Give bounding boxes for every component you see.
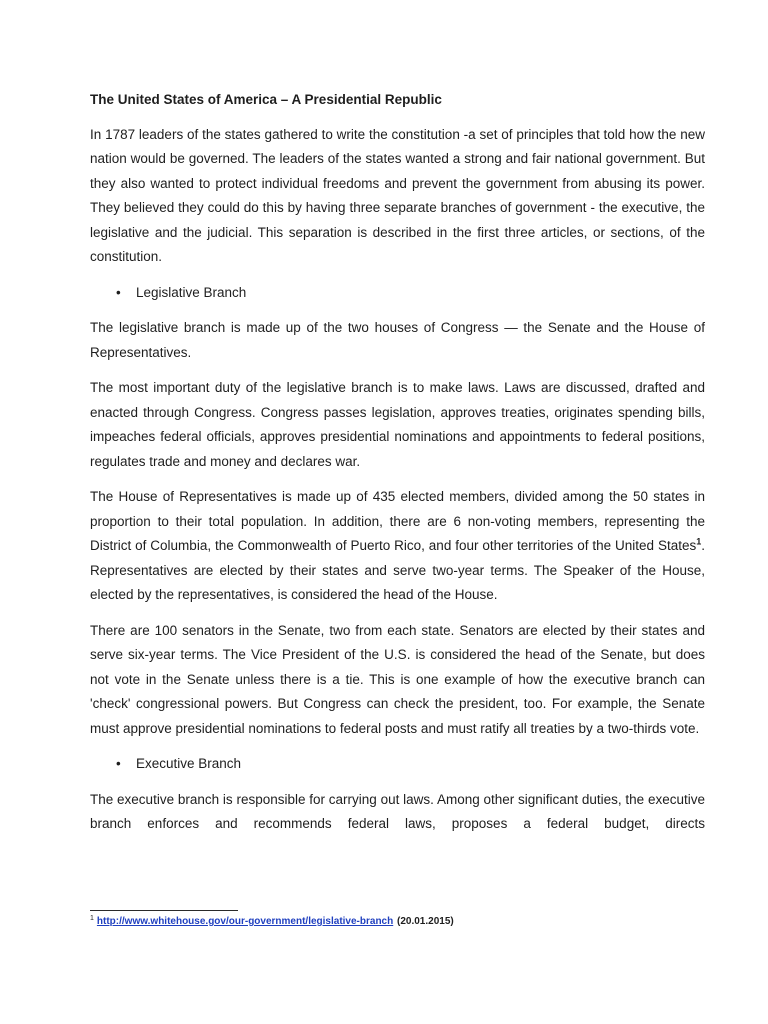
footnote-link[interactable]: http://www.whitehouse.gov/our-government/legislative-branch [96,916,394,927]
bullet-item-executive-branch [90,752,705,777]
paragraph-legislative-houses: The legislative branch is made up of the two houses of Congress — the Senate and the House of Representatives. [90,320,705,360]
bullet-item-legislative-branch [90,281,705,306]
footnote-date: (20.01.2015) [397,916,454,927]
document-title: The United States of America – A Presidential Republic [90,92,442,107]
paragraph-house-text-before-ref: The House of Representatives is made up of 435 elected members, divided among the 50 states in proportion to their total population. In addition, there are 6 non-voting members, representing the District of Columbia, the Commonwealth of Puerto Rico, and four other territories of the United States [90,489,705,553]
bullet-marker: • [116,756,121,771]
document-body [90,88,705,848]
paragraph-legislative-duties: The most important duty of the legislative branch is to make laws. Laws are discussed, drafted and enacted through Congress. Congress passes legislation, approves treaties, originates spending bills, impeaches federal officials, approves presidential nominations and appointments to federal positions, regulates trade and money and declares war. [90,380,705,469]
paragraph-executive: The executive branch is responsible for carrying out laws. Among other significant duties, the executive branch enforces and recommends federal laws, proposes a federal budget, directs [90,791,705,831]
footnote-reference: 1 [696,536,702,547]
paragraph-house-of-representatives [90,485,705,608]
paragraph-intro: In 1787 leaders of the states gathered to write the constitution -a set of principles that told how the new nation would be governed. The leaders of the states wanted a strong and fair national government. But they also wanted to protect individual freedoms and prevent the government from abusing its power. They believed they could do this by having three separate branches of government - the executive, the legislative and the judicial. This separation is described in the first three articles, or sections, of the constitution. [90,126,705,264]
footnote-separator [90,910,238,911]
bullet-marker: • [116,284,121,300]
bullet-label-legislative-branch: Legislative Branch [136,284,247,300]
paragraph-house-text-after-ref: . Representatives are elected by their states and serve two-year terms. The Speaker of the House, elected by the representatives, is considered the head of the House. [90,538,705,602]
footnote-marker: 1 [90,914,94,922]
bullet-label-executive-branch: Executive Branch [136,756,242,771]
paragraph-senate: There are 100 senators in the Senate, two from each state. Senators are elected by their states and serve six-year terms. The Vice President of the U.S. is considered the head of the Senate, but does not vote in the Senate unless there is a tie. This is one example of how the executive branch can 'check' congressional powers. But Congress can check the president, too. For example, the Senate must approve presidential nominations to federal posts and must ratify all treaties by a two-thirds vote. [90,622,705,736]
footnote [90,914,705,930]
